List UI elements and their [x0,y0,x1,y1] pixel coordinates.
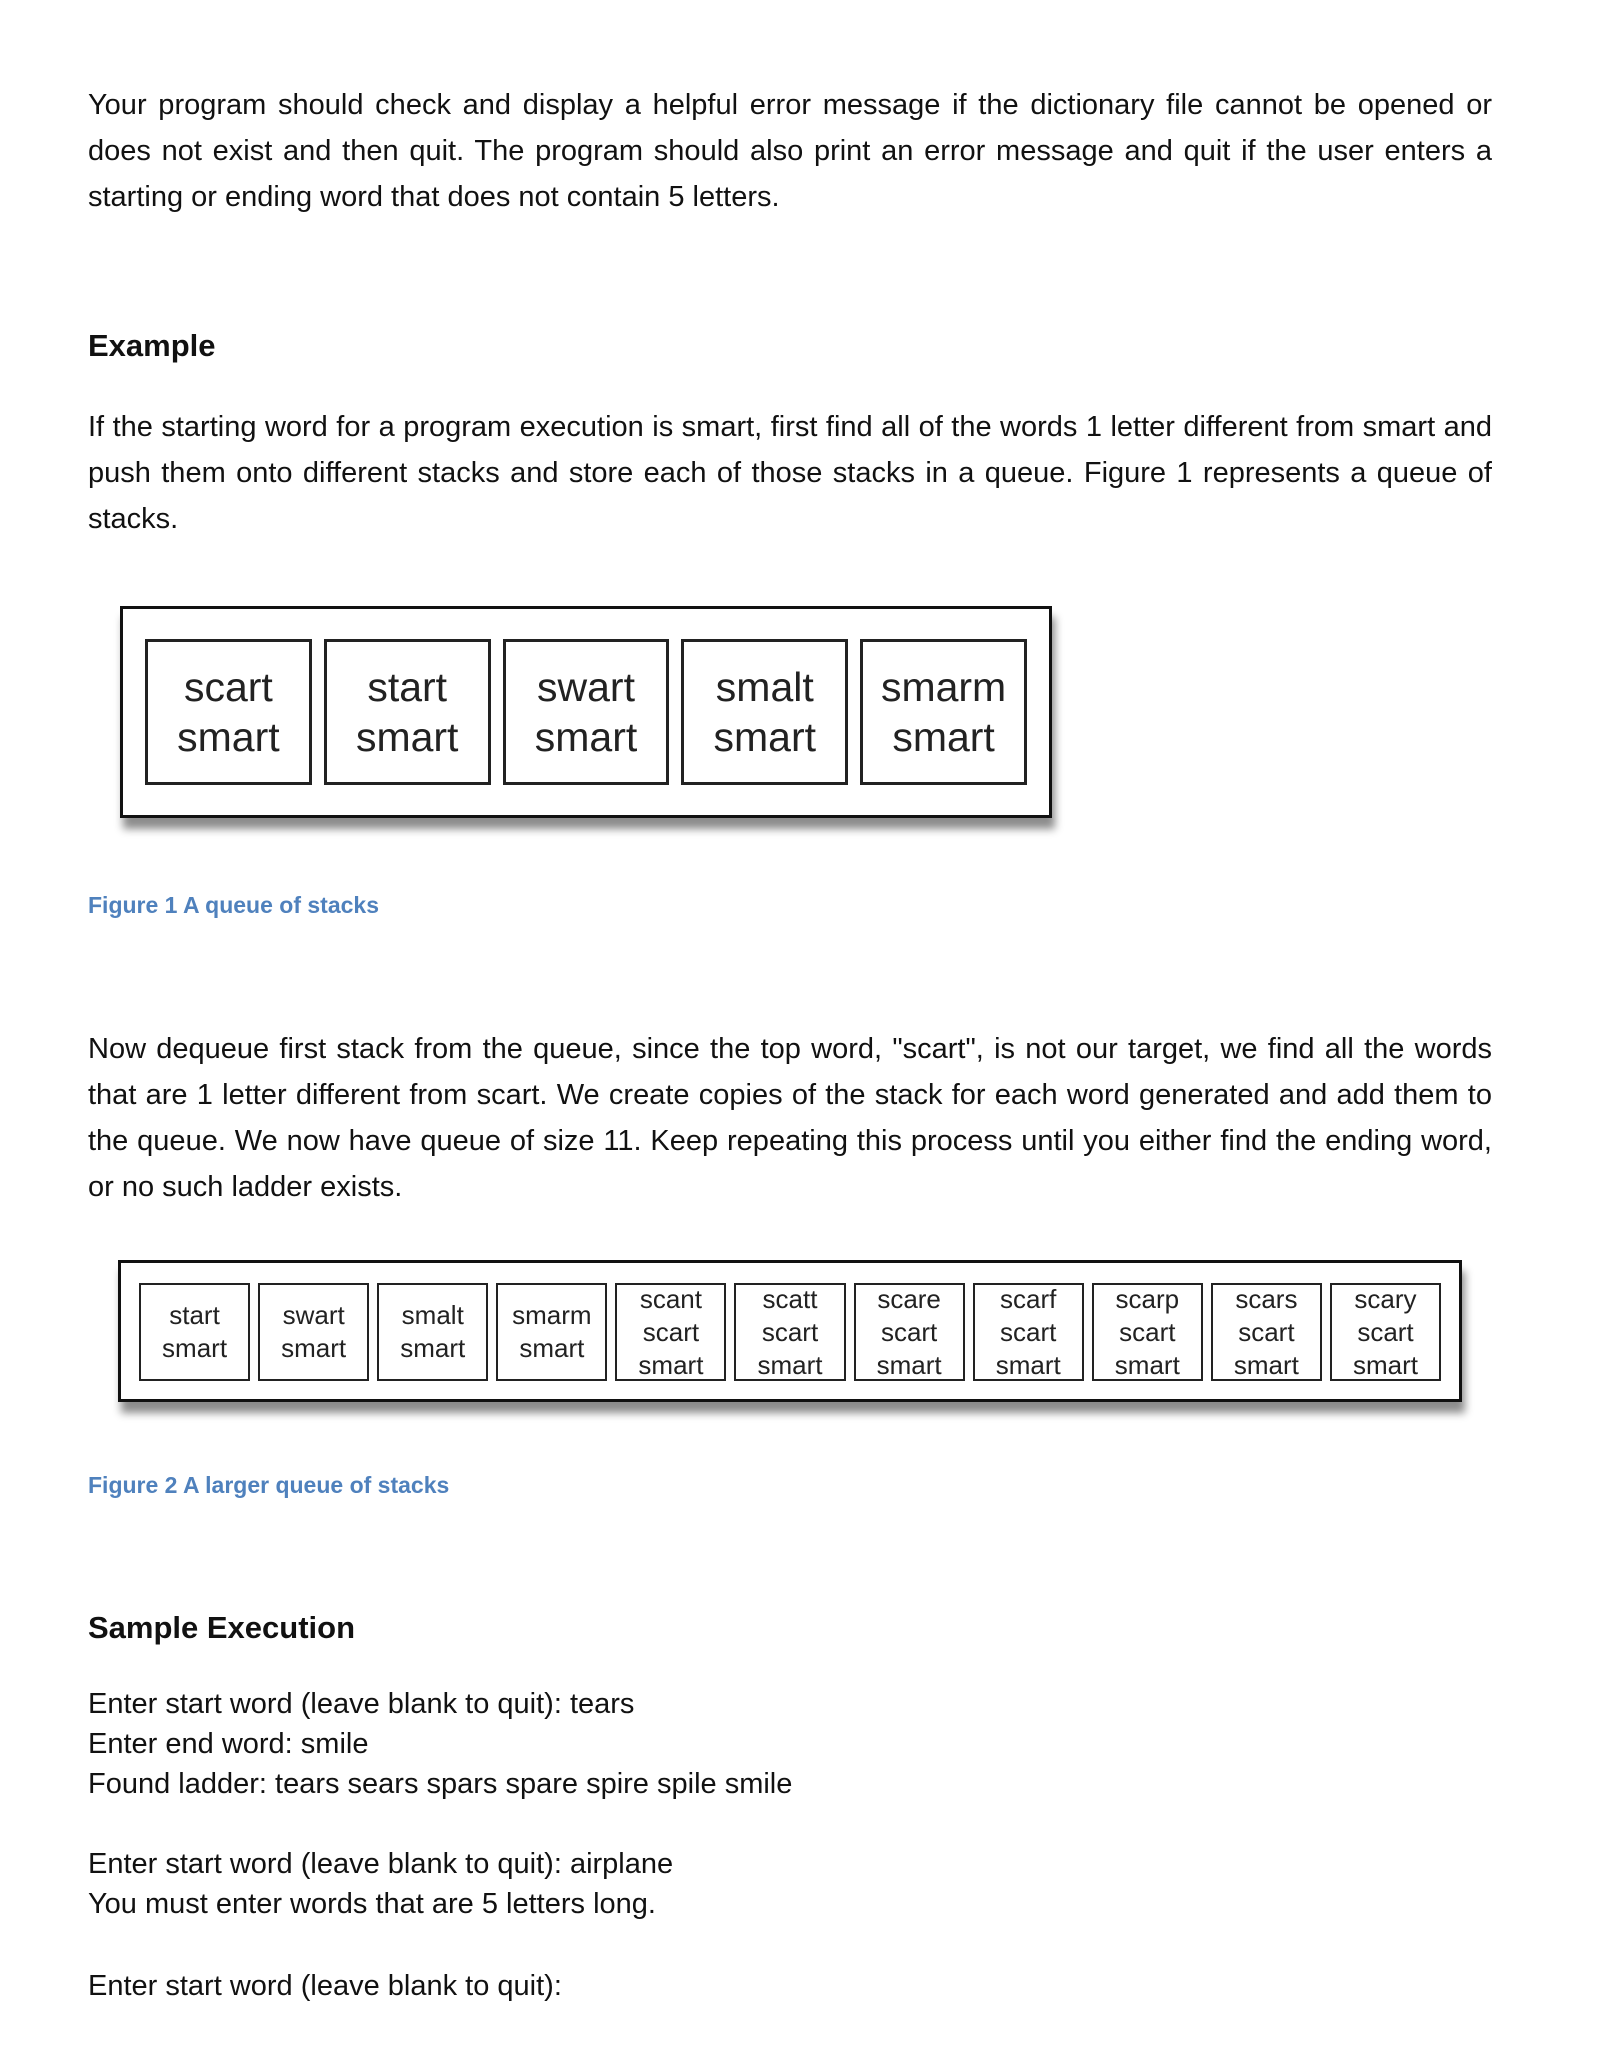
figure1-caption: Figure 1 A queue of stacks [88,892,379,918]
figure2-stack [615,1283,726,1381]
stack-word: smart [534,714,638,760]
stack-word: start [169,1300,220,1330]
figure2-stack [258,1283,369,1381]
stack-word: scart [642,1316,700,1347]
stack-word: smart [713,714,817,760]
figure2-stack [1092,1283,1203,1381]
figure1-stack [503,639,670,785]
stack-word: scatt [762,1283,818,1314]
stack-word: scarp [1115,1283,1180,1314]
stack-word: smart [162,1333,228,1363]
stack-word: scars [1235,1283,1298,1314]
example-paragraph: If the starting word for a program execution is smart, first find all of the words 1 letter different from smart and push them onto different stacks and store each of those stacks in a queue. Figure 1 represents a queue of stacks. [88,411,1492,535]
stack-word: start [367,664,448,710]
stack-word: smart [892,714,995,760]
figure2-stack [973,1283,1084,1381]
figure2-stack [1330,1283,1441,1381]
sample-execution-heading: Sample Execution [88,1610,356,1645]
stack-word: scart [1357,1316,1414,1347]
figure1-stack [145,639,312,785]
figure2-caption: Figure 2 A larger queue of stacks [88,1472,450,1498]
stack-word: scarf [1000,1283,1057,1314]
stack-word: smart [519,1333,585,1363]
stack-word: smart [876,1349,942,1380]
figure1-stack [860,639,1027,785]
stack-word: smart [1233,1349,1299,1380]
stack-word: scart [183,664,273,710]
figure2-stack [1211,1283,1322,1381]
stack-word: smalt [715,664,814,710]
sample-line: You must enter words that are 5 letters long. [88,1888,656,1920]
sample-line: Found ladder: tears sears spars spare spire spile smile [88,1768,793,1800]
figure2-stack [139,1283,250,1381]
figure2-stack [496,1283,607,1381]
stack-word: scart [1000,1316,1057,1347]
stack-word: scart [880,1316,938,1347]
stack-word: scart [1119,1316,1176,1347]
figure2-stack [854,1283,965,1381]
stack-word: scare [877,1283,941,1314]
stack-word: smart [757,1349,823,1380]
stack-word: smart [1352,1349,1418,1380]
figure1-stack [324,639,491,785]
figure1-stack [681,639,848,785]
stack-word: smart [355,714,459,760]
stack-word: scart [1238,1316,1295,1347]
stack-word: swart [282,1300,345,1330]
sample-line: Enter start word (leave blank to quit): [88,1970,562,2002]
figure1-queue [120,606,1052,818]
dequeue-paragraph: Now dequeue first stack from the queue, since the top word, "scart", is not our target, we find all the words that are 1 letter different from scart. We create copies of the stack for each word generated and add them to the queue. We now have queue of size 11. Keep repeating this process until you either find the ending word, or no such ladder exists. [88,1033,1492,1203]
figure2-stack [377,1283,488,1381]
stack-word: smalt [401,1300,464,1330]
sample-line: Enter end word: smile [88,1728,369,1760]
figure2-stack [734,1283,845,1381]
stack-word: smart [281,1333,347,1363]
figure2-queue [118,1260,1462,1402]
stack-word: smart [995,1349,1061,1380]
stack-word: smarm [512,1300,592,1330]
intro-paragraph: Your program should check and display a helpful error message if the dictionary file cannot be opened or does not exist and then quit. The program should also print an error message and quit if the user enters a starting or ending word that does not contain 5 letters. [88,89,1492,213]
example-heading: Example [88,328,216,363]
stack-word: smart [400,1333,466,1363]
stack-word: scary [1354,1283,1417,1314]
stack-word: smart [1114,1349,1180,1380]
stack-word: smart [638,1349,704,1380]
stack-word: smart [177,714,280,760]
stack-word: swart [537,664,635,710]
sample-line: Enter start word (leave blank to quit): airplane [88,1848,674,1880]
stack-word: scart [761,1316,819,1347]
stack-word: smarm [880,664,1007,710]
stack-word: scant [639,1283,702,1314]
sample-line: Enter start word (leave blank to quit): tears [88,1688,635,1720]
